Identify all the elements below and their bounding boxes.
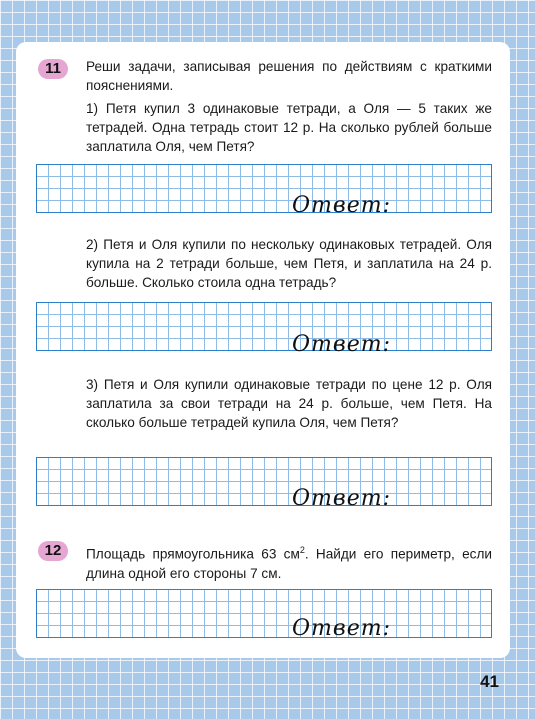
answer-label-2: Ответ: [292, 332, 391, 357]
workbook-page [16, 42, 510, 658]
answer-grid-3[interactable] [36, 457, 492, 506]
answer-grid-4[interactable] [36, 589, 492, 638]
task-11-problem-3: 3) Петя и Оля купили одинаковые тетради по цене 12 р. Оля заплатила за свои тетради на 24 р. больше, чем Петя. На сколько больше тетрадей купила Оля, чем Петя? [86, 377, 492, 430]
answer-grid-2[interactable] [36, 302, 492, 351]
answer-grid-1[interactable] [36, 164, 492, 213]
answer-label-1: Ответ: [292, 193, 391, 218]
page-number: 41 [480, 672, 499, 691]
task-12-superscript: 2 [299, 545, 305, 555]
task-12-text-end: . Найди его периметр, если длина одной его стороны 7 см. [86, 546, 492, 581]
task-11-problem-1: 1) Петя купил 3 одинаковые тетради, а Оля — 5 таких же тетрадей. Одна тетрадь стоит 12 р. На сколько рублей больше заплатила Оля, чем Петя? [86, 101, 492, 154]
task-12-text-start: Площадь прямоугольника 63 см [86, 546, 300, 562]
task-12-number-badge: 12 [38, 541, 68, 561]
task-11-problem-2: 2) Петя и Оля купили по нескольку одинаковых тетрадей. Оля купила на 2 тетради больше, чем Петя, и заплатила на 24 р. больше. Сколько стоила одна тетрадь? [86, 237, 492, 290]
answer-label-4: Ответ: [292, 616, 391, 641]
answer-label-3: Ответ: [292, 486, 391, 511]
task-11-instruction: Реши задачи, записывая решения по действиям с краткими пояснениями. [86, 59, 492, 93]
task-11-number-badge: 11 [38, 59, 68, 79]
task-12-problem [86, 541, 492, 583]
